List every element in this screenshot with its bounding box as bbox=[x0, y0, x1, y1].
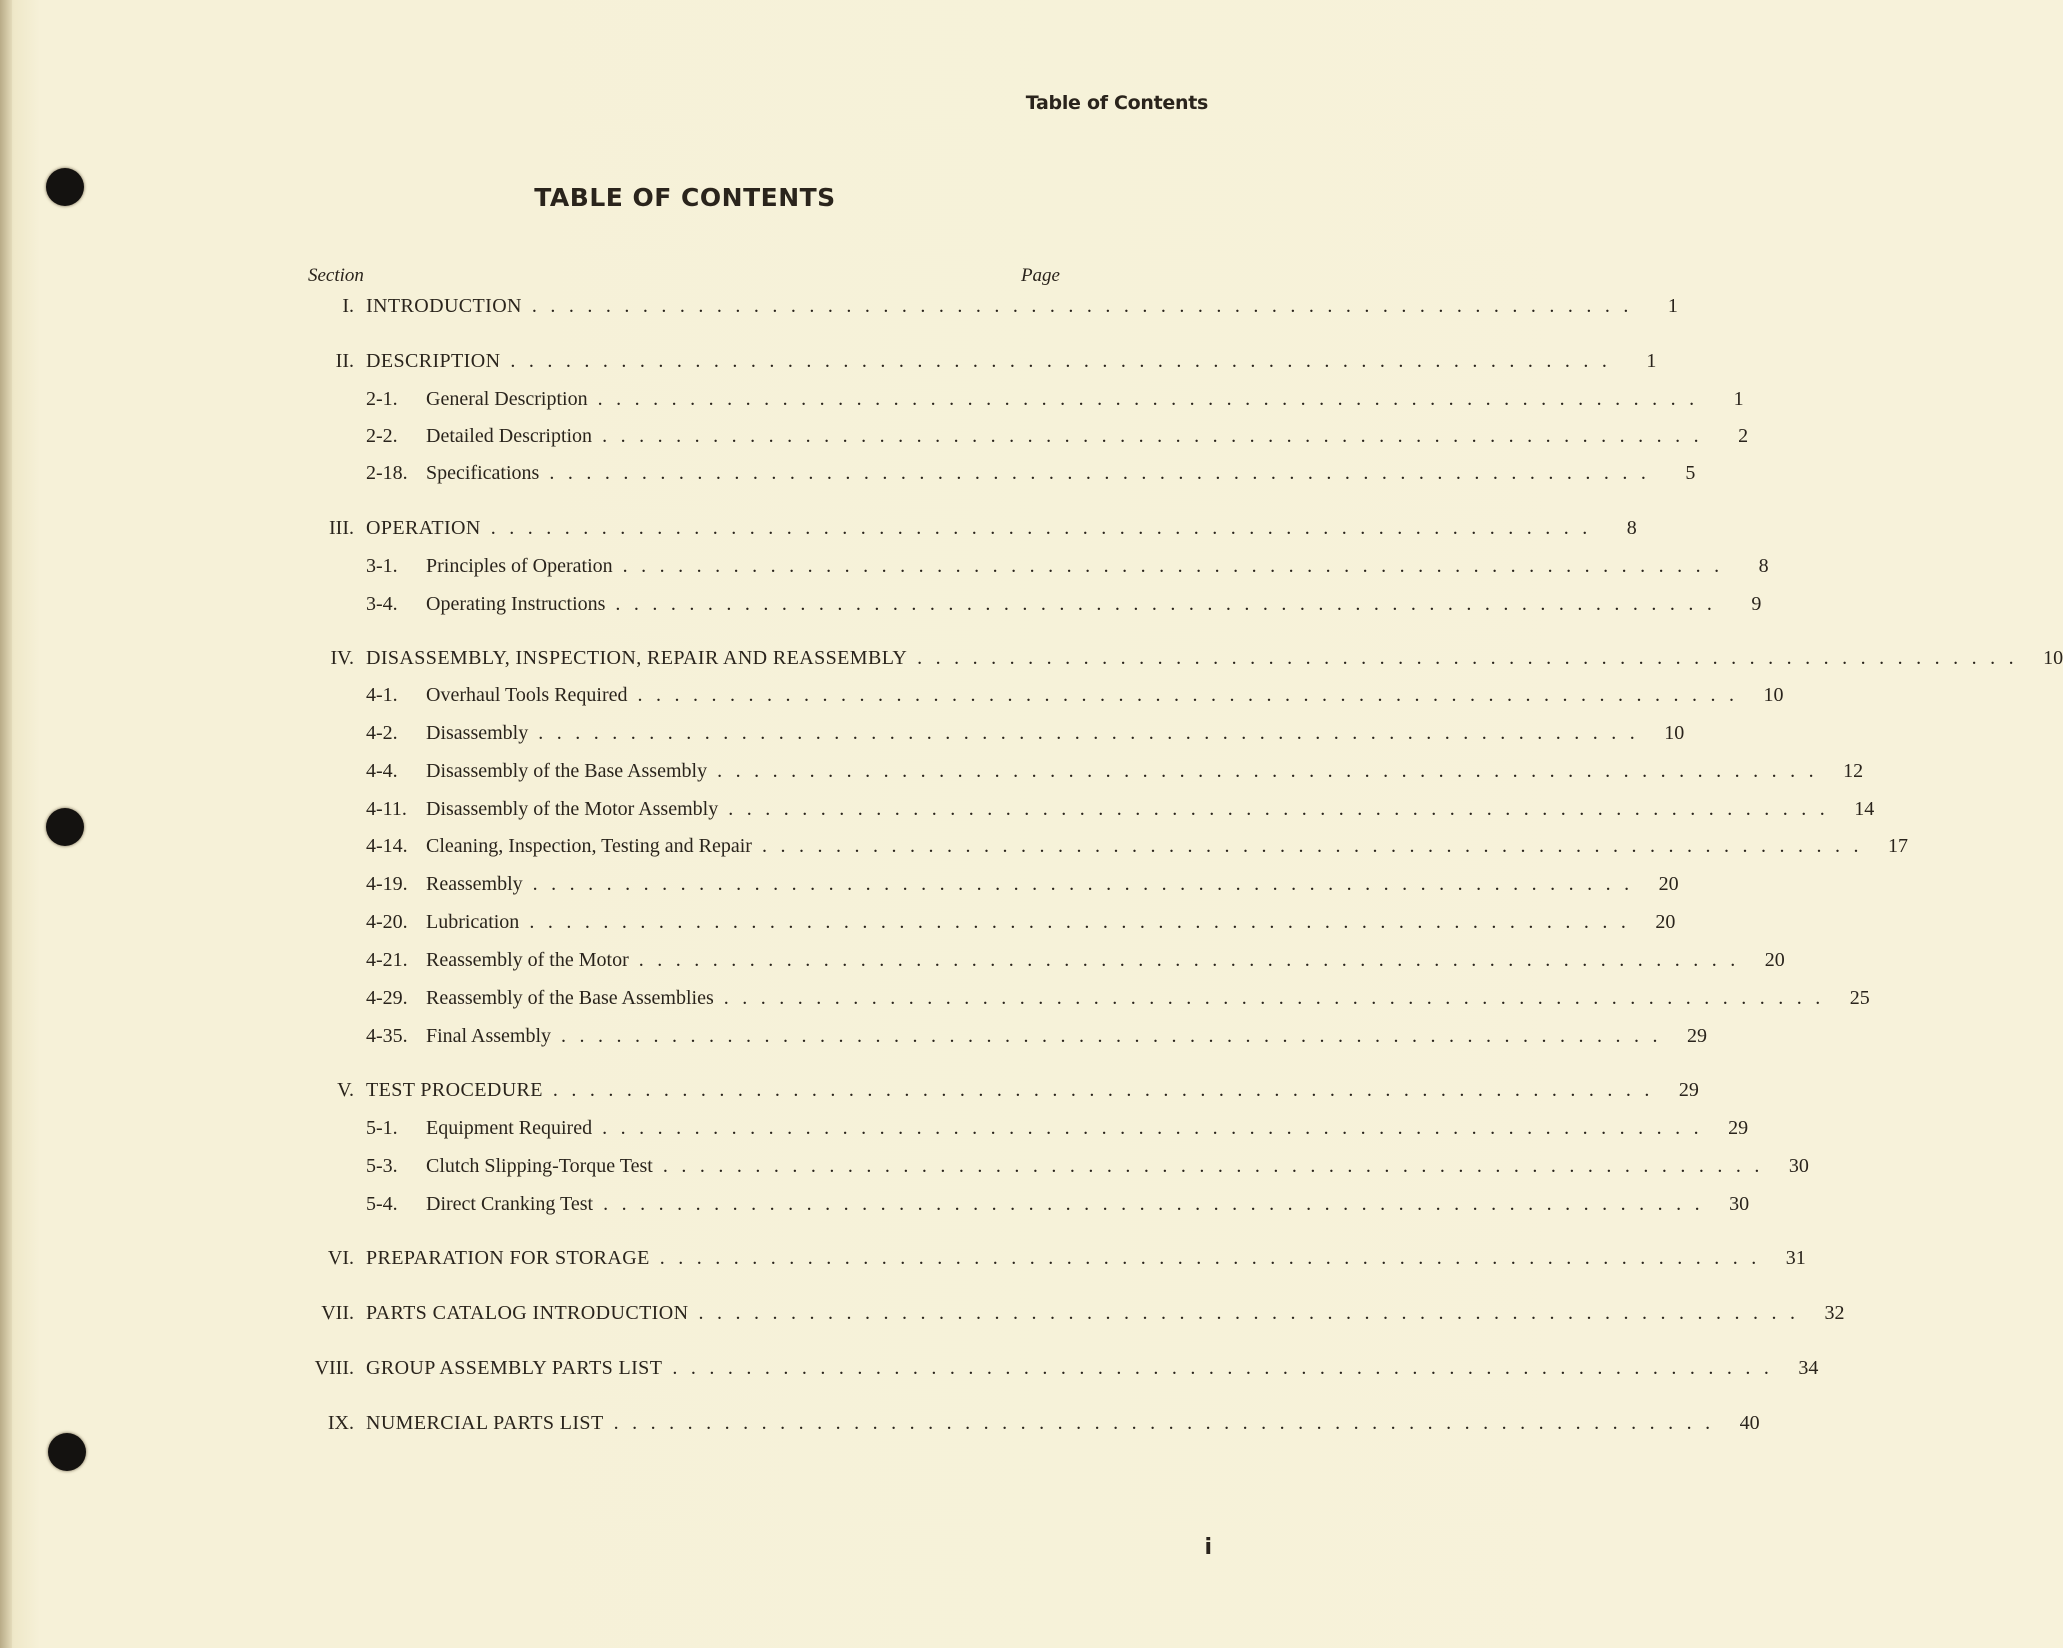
entry-title: General Description bbox=[426, 388, 588, 410]
entry-page-number: 20 bbox=[1658, 873, 1679, 895]
dot-leader: ............................................................ bbox=[728, 798, 1839, 820]
entry-title: PARTS CATALOG INTRODUCTION bbox=[366, 1302, 689, 1324]
paragraph-number: 3-4. bbox=[366, 593, 398, 615]
toc-subsection-entry[interactable] bbox=[290, 684, 1784, 714]
toc-subsection-entry[interactable] bbox=[290, 722, 1685, 752]
entry-page-number: 10 bbox=[1664, 722, 1685, 744]
section-column-header: Section bbox=[308, 265, 364, 286]
paragraph-number: 5-4. bbox=[366, 1193, 398, 1215]
toc-subsection-entry[interactable] bbox=[290, 911, 1676, 941]
entry-page-number: 29 bbox=[1678, 1079, 1699, 1101]
entry-page-number: 9 bbox=[1751, 593, 1762, 615]
entry-page-number: 10 bbox=[2043, 647, 2063, 669]
paragraph-number: 4-11. bbox=[366, 798, 407, 820]
dot-leader: ............................................................ bbox=[615, 593, 1726, 615]
toc-section-entry[interactable] bbox=[290, 350, 1657, 380]
entry-page-number: 29 bbox=[1728, 1117, 1749, 1139]
toc-section-entry[interactable] bbox=[290, 647, 2063, 677]
toc-section-entry[interactable] bbox=[290, 1302, 1845, 1332]
dot-leader: ............................................................ bbox=[761, 835, 1872, 857]
entry-page-number: 25 bbox=[1849, 987, 1870, 1009]
dot-leader: ............................................................ bbox=[603, 1193, 1714, 1215]
entry-title: Overhaul Tools Required bbox=[426, 684, 628, 706]
entry-page-number: 8 bbox=[1758, 555, 1769, 577]
page-number: i bbox=[1204, 1535, 1212, 1560]
toc-subsection-entry[interactable] bbox=[290, 388, 1744, 418]
section-number: III. bbox=[329, 517, 354, 539]
paragraph-number: 4-4. bbox=[366, 760, 398, 782]
toc-subsection-entry[interactable] bbox=[290, 987, 1870, 1017]
paragraph-number: 3-1. bbox=[366, 555, 398, 577]
entry-title: Principles of Operation bbox=[426, 555, 613, 577]
entry-page-number: 20 bbox=[1655, 911, 1676, 933]
toc-subsection-entry[interactable] bbox=[290, 1193, 1750, 1223]
entry-title: INTRODUCTION bbox=[366, 295, 522, 317]
dot-leader: ............................................................ bbox=[532, 873, 1643, 895]
paragraph-number: 4-1. bbox=[366, 684, 398, 706]
toc-subsection-entry[interactable] bbox=[290, 425, 1749, 455]
toc-subsection-entry[interactable] bbox=[290, 873, 1679, 903]
entry-page-number: 1 bbox=[1667, 295, 1678, 317]
paragraph-number: 2-18. bbox=[366, 462, 408, 484]
dot-leader: ............................................................ bbox=[613, 1412, 1724, 1434]
entry-title: Operating Instructions bbox=[426, 593, 606, 615]
entry-title: Reassembly bbox=[426, 873, 523, 895]
toc-section-entry[interactable] bbox=[290, 295, 1678, 325]
paragraph-number: 4-29. bbox=[366, 987, 408, 1009]
paragraph-number: 4-19. bbox=[366, 873, 408, 895]
running-header: Table of Contents bbox=[1025, 92, 1208, 114]
toc-section-entry[interactable] bbox=[290, 1412, 1760, 1442]
dot-leader: ............................................................ bbox=[529, 911, 1640, 933]
entry-page-number: 34 bbox=[1798, 1357, 1819, 1379]
entry-page-number: 5 bbox=[1685, 462, 1696, 484]
entry-title: Reassembly of the Base Assemblies bbox=[426, 987, 714, 1009]
toc-subsection-entry[interactable] bbox=[290, 798, 1875, 828]
entry-page-number: 14 bbox=[1854, 798, 1875, 820]
entry-page-number: 20 bbox=[1764, 949, 1785, 971]
dot-leader: ............................................................ bbox=[637, 684, 1748, 706]
dot-leader: ............................................................ bbox=[698, 1302, 1809, 1324]
section-number: VII. bbox=[321, 1302, 354, 1324]
dot-leader: ............................................................ bbox=[659, 1247, 1770, 1269]
dot-leader: ............................................................ bbox=[602, 1117, 1713, 1139]
dot-leader: ............................................................ bbox=[552, 1079, 1663, 1101]
dot-leader: ............................................................ bbox=[717, 760, 1828, 782]
entry-title: Equipment Required bbox=[426, 1117, 593, 1139]
toc-subsection-entry[interactable] bbox=[290, 760, 1864, 790]
dot-leader: ............................................................ bbox=[549, 462, 1660, 484]
entry-title: GROUP ASSEMBLY PARTS LIST bbox=[366, 1357, 663, 1379]
section-number: V. bbox=[337, 1079, 354, 1101]
entry-title: OPERATION bbox=[366, 517, 481, 539]
dot-leader: ............................................................ bbox=[602, 425, 1713, 447]
entry-page-number: 1 bbox=[1646, 350, 1657, 372]
toc-section-entry[interactable] bbox=[290, 517, 1637, 547]
paragraph-number: 4-20. bbox=[366, 911, 408, 933]
page-edge bbox=[0, 0, 12, 1648]
section-number: VIII. bbox=[314, 1357, 354, 1379]
entry-title: DESCRIPTION bbox=[366, 350, 501, 372]
dot-leader: ............................................................ bbox=[662, 1155, 1773, 1177]
entry-page-number: 29 bbox=[1687, 1025, 1708, 1047]
paragraph-number: 5-3. bbox=[366, 1155, 398, 1177]
binder-hole bbox=[46, 808, 84, 846]
paragraph-number: 2-1. bbox=[366, 388, 398, 410]
section-number: IX. bbox=[327, 1412, 354, 1434]
toc-subsection-entry[interactable] bbox=[290, 1155, 1809, 1185]
entry-page-number: 32 bbox=[1824, 1302, 1845, 1324]
binder-hole bbox=[48, 1433, 86, 1471]
paragraph-number: 4-2. bbox=[366, 722, 398, 744]
entry-title: DISASSEMBLY, INSPECTION, REPAIR AND REASSEMBLY bbox=[366, 647, 908, 669]
entry-page-number: 30 bbox=[1788, 1155, 1809, 1177]
dot-leader: ............................................................ bbox=[490, 517, 1601, 539]
toc-section-entry[interactable] bbox=[290, 1247, 1806, 1277]
dot-leader: ............................................................ bbox=[917, 647, 2028, 669]
entry-page-number: 8 bbox=[1626, 517, 1637, 539]
entry-page-number: 31 bbox=[1785, 1247, 1806, 1269]
toc-subsection-entry[interactable] bbox=[290, 835, 1908, 865]
dot-leader: ............................................................ bbox=[672, 1357, 1783, 1379]
entry-title: NUMERCIAL PARTS LIST bbox=[366, 1412, 604, 1434]
section-number: VI. bbox=[327, 1247, 354, 1269]
entry-page-number: 40 bbox=[1739, 1412, 1760, 1434]
entry-page-number: 17 bbox=[1887, 835, 1908, 857]
entry-page-number: 10 bbox=[1763, 684, 1784, 706]
entry-title: Clutch Slipping-Torque Test bbox=[426, 1155, 653, 1177]
entry-page-number: 12 bbox=[1843, 760, 1864, 782]
dot-leader: ............................................................ bbox=[723, 987, 1834, 1009]
entry-title: Disassembly bbox=[426, 722, 529, 744]
section-number: II. bbox=[335, 350, 354, 372]
entry-title: Specifications bbox=[426, 462, 540, 484]
paragraph-number: 5-1. bbox=[366, 1117, 398, 1139]
toc-subsection-entry[interactable] bbox=[290, 949, 1785, 979]
toc-subsection-entry[interactable] bbox=[290, 555, 1769, 585]
entry-title: TEST PROCEDURE bbox=[366, 1079, 543, 1101]
paragraph-number: 2-2. bbox=[366, 425, 398, 447]
entry-title: Cleaning, Inspection, Testing and Repair bbox=[426, 835, 752, 857]
entry-title: Reassembly of the Motor bbox=[426, 949, 629, 971]
entry-title: Lubrication bbox=[426, 911, 520, 933]
entry-page-number: 2 bbox=[1738, 425, 1749, 447]
section-number: I. bbox=[342, 295, 354, 317]
toc-section-entry[interactable] bbox=[290, 1357, 1819, 1387]
dot-leader: ............................................................ bbox=[561, 1025, 1672, 1047]
entry-title: PREPARATION FOR STORAGE bbox=[366, 1247, 650, 1269]
dot-leader: ............................................................ bbox=[538, 722, 1649, 744]
toc-subsection-entry[interactable] bbox=[290, 1117, 1749, 1147]
entry-title: Detailed Description bbox=[426, 425, 593, 447]
entry-title: Direct Cranking Test bbox=[426, 1193, 594, 1215]
toc-subsection-entry[interactable] bbox=[290, 1025, 1708, 1055]
dot-leader: ............................................................ bbox=[622, 555, 1733, 577]
page-title: TABLE OF CONTENTS bbox=[534, 183, 836, 212]
paragraph-number: 4-35. bbox=[366, 1025, 408, 1047]
dot-leader: ............................................................ bbox=[510, 350, 1621, 372]
entry-title: Disassembly of the Motor Assembly bbox=[426, 798, 719, 820]
entry-title: Final Assembly bbox=[426, 1025, 552, 1047]
toc-section-entry[interactable] bbox=[290, 1079, 1699, 1109]
dot-leader: ............................................................ bbox=[597, 388, 1708, 410]
dot-leader: ............................................................ bbox=[531, 295, 1642, 317]
section-number: IV. bbox=[330, 647, 354, 669]
entry-page-number: 1 bbox=[1733, 388, 1744, 410]
dot-leader: ............................................................ bbox=[638, 949, 1749, 971]
toc-subsection-entry[interactable] bbox=[290, 462, 1696, 492]
paragraph-number: 4-21. bbox=[366, 949, 408, 971]
paragraph-number: 4-14. bbox=[366, 835, 408, 857]
entry-title: Disassembly of the Base Assembly bbox=[426, 760, 708, 782]
entry-page-number: 30 bbox=[1729, 1193, 1750, 1215]
toc-subsection-entry[interactable] bbox=[290, 593, 1762, 623]
page-column-header: Page bbox=[1020, 265, 1060, 286]
